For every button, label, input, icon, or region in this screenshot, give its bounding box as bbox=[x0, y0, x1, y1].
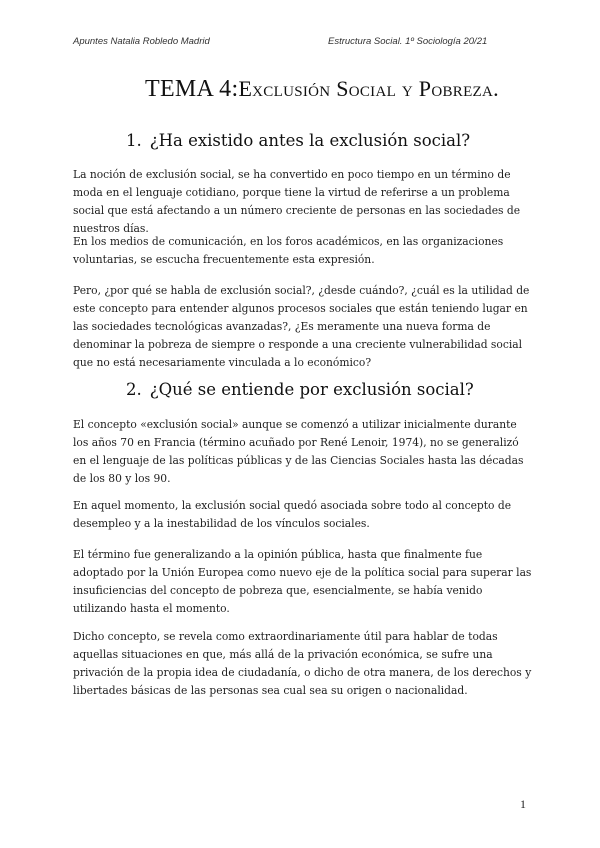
header-course: Estructura Social. 1º Sociología 20/21 bbox=[328, 36, 488, 47]
header-author: Apuntes Natalia Robledo Madrid bbox=[73, 36, 210, 47]
section-1-paragraph-2: En los medios de comunicación, en los foros académicos, en las organizaciones voluntarias, se escucha frecuentemente esta expresión. bbox=[73, 235, 504, 266]
section-1-title: ¿Ha existido antes la exclusión social? bbox=[149, 131, 471, 150]
section-1-heading bbox=[126, 131, 470, 150]
section-2-paragraph-3: El término fue generalizando a la opinión pública, hasta que finalmente fue adoptado por la Unión Europea como nuevo eje de la política social para superar las insuficiencias del concepto de pobreza que, esencialmente, se había venido utilizando hasta el momento. bbox=[73, 548, 532, 615]
section-1-number: 1. bbox=[126, 131, 142, 150]
section-2-paragraph-2: En aquel momento, la exclusión social quedó asociada sobre todo al concepto de desempleo y a la inestabilidad de los vínculos sociales. bbox=[73, 499, 512, 530]
section-2-paragraph-4: Dicho concepto, se revela como extraordinariamente útil para hablar de todas aquellas situaciones en que, más allá de la privación económica, se sufre una privación de la propia idea de ciudadanía, o dicho de otra manera, de los derechos y libertades básicas de las personas sea cual sea su origen o nacionalidad. bbox=[73, 630, 532, 697]
section-2-heading bbox=[126, 380, 474, 399]
title-prefix: TEMA 4: bbox=[145, 76, 239, 102]
title-text: Exclusión Social y Pobreza. bbox=[238, 76, 499, 101]
section-2-title: ¿Qué se entiende por exclusión social? bbox=[149, 380, 474, 399]
page-number: 1 bbox=[520, 797, 526, 811]
section-1-paragraph-1: La noción de exclusión social, se ha convertido en poco tiempo en un término de moda en el lenguaje cotidiano, porque tiene la virtud de referirse a un problema social que está afectando a un número creciente de personas en las sociedades de nuestros días. bbox=[73, 168, 521, 235]
section-2-paragraph-1: El concepto «exclusión social» aunque se comenzó a utilizar inicialmente durante los años 70 en Francia (término acuñado por René Lenoir, 1974), no se generalizó en el lenguaje de las políticas públicas y de las Ciencias Sociales hasta las décadas de los 80 y los 90. bbox=[73, 418, 524, 485]
page-title bbox=[145, 76, 499, 103]
section-2-number: 2. bbox=[126, 380, 142, 399]
section-1-paragraph-3: Pero, ¿por qué se habla de exclusión social?, ¿desde cuándo?, ¿cuál es la utilidad de este concepto para entender algunos procesos sociales que están teniendo lugar en las sociedades tecnológicas avanzadas?, ¿Es meramente una nueva forma de denominar la pobreza de siempre o responde a una creciente vulnerabilidad social que no está necesariamente vinculada a lo económico? bbox=[73, 284, 530, 369]
